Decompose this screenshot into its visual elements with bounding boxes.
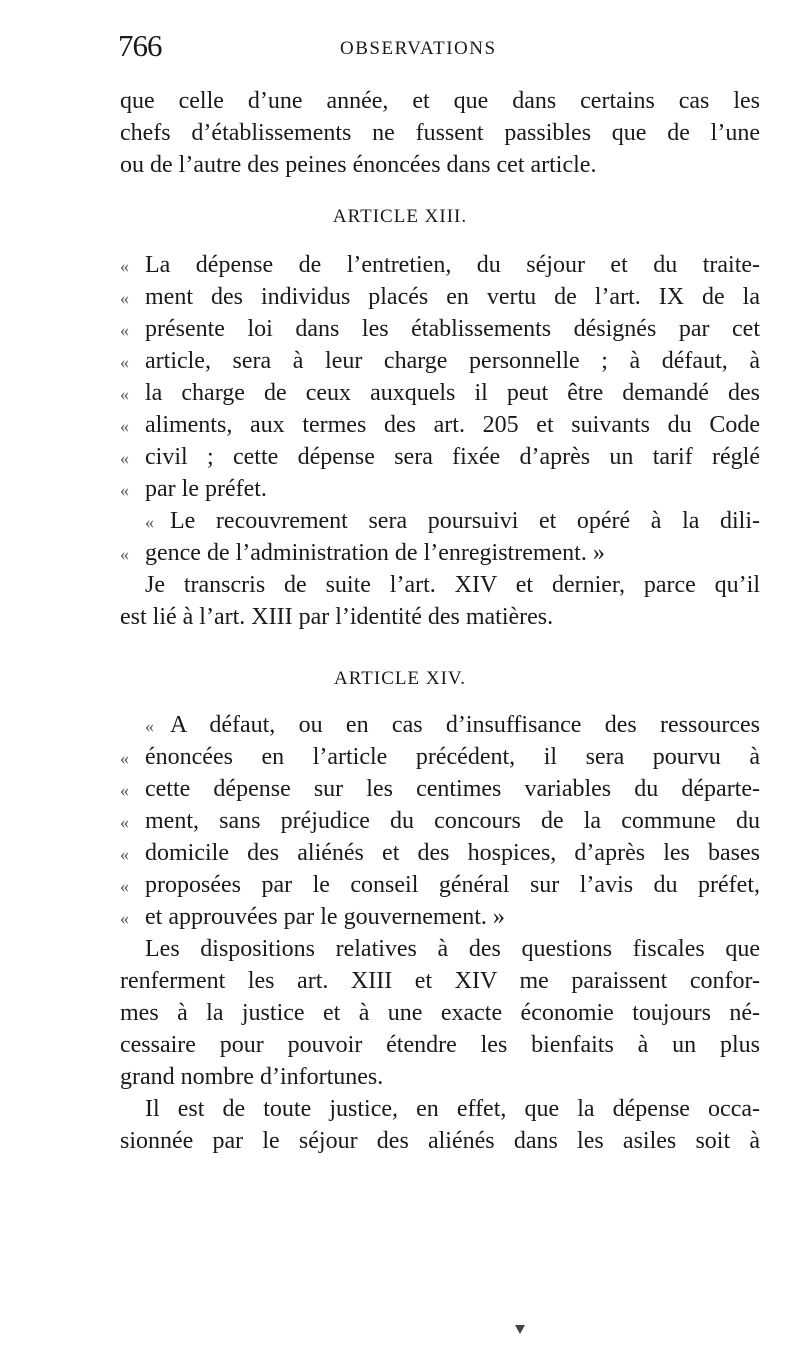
quote-text: A défaut, ou en cas d’insuffisance des ressources — [170, 712, 760, 738]
quote-mark: « — [120, 352, 129, 372]
printer-mark — [515, 1325, 525, 1334]
page-header — [118, 28, 798, 68]
quote-text: présente loi dans les établissements désignés par cet — [145, 316, 760, 342]
text-line: Je transcris de suite l’art. XIV et dernier, parce qu’il — [145, 572, 760, 598]
quote-text: Le recouvrement sera poursuivi et opéré à la dili- — [170, 508, 760, 534]
quote-text: ment, sans préjudice du concours de la commune du — [145, 808, 760, 834]
quote-line — [120, 282, 760, 313]
text-line: Les dispositions relatives à des questions fiscales que — [145, 936, 760, 962]
quote-text: par le préfet. — [145, 476, 267, 502]
quote-text: domicile des aliénés et des hospices, d’après les bases — [145, 840, 760, 866]
text-line: ou de l’autre des peines énoncées dans cet article. — [120, 152, 597, 178]
quote-line — [120, 742, 760, 773]
quote-text: la charge de ceux auxquels il peut être demandé des — [145, 380, 760, 406]
text-line: mes à la justice et à une exacte économie toujours né- — [120, 1000, 760, 1026]
quote-mark: « — [120, 876, 129, 896]
quote-mark: « — [120, 748, 129, 768]
quote-line — [120, 806, 760, 837]
quote-line — [120, 538, 760, 569]
quote-mark: « — [145, 512, 154, 532]
quote-line — [120, 902, 760, 933]
quote-line — [120, 410, 760, 441]
quote-mark: « — [120, 812, 129, 832]
quote-text: cette dépense sur les centimes variables du départe- — [145, 776, 760, 802]
quote-mark: « — [120, 320, 129, 340]
quote-text: article, sera à leur charge personnelle ; à défaut, à — [145, 348, 760, 374]
quote-line — [120, 250, 760, 281]
text-line: renferment les art. XIII et XIV me paraissent confor- — [120, 968, 760, 994]
article-xiii-heading: ARTICLE XIII. — [332, 206, 468, 227]
quote-text: ment des individus placés en vertu de l’art. IX de la — [145, 284, 760, 310]
text-line: cessaire pour pouvoir étendre les bienfaits à un plus — [120, 1032, 760, 1058]
text-line: grand nombre d’infortunes. — [120, 1064, 384, 1090]
quote-line — [120, 442, 760, 473]
quote-mark: « — [120, 384, 129, 404]
quote-line — [120, 346, 760, 377]
quote-text: aliments, aux termes des art. 205 et suivants du Code — [145, 412, 760, 438]
text-line: est lié à l’art. XIII par l’identité des matières. — [120, 604, 554, 630]
quote-mark: « — [145, 716, 154, 736]
quote-text: énoncées en l’article précédent, il sera pourvu à — [145, 744, 760, 770]
text-line: Il est de toute justice, en effet, que la dépense occa- — [145, 1096, 760, 1122]
quote-mark: « — [120, 844, 129, 864]
quote-line — [120, 314, 760, 345]
quote-mark: « — [120, 448, 129, 468]
quote-mark: « — [120, 256, 129, 276]
text-line: chefs d’établissements ne fussent passibles que de l’une — [120, 120, 760, 146]
page-number: 766 — [118, 28, 162, 63]
quote-line — [120, 870, 760, 901]
text-line: que celle d’une année, et que dans certains cas les — [120, 88, 760, 114]
quote-text: gence de l’administration de l’enregistrement. » — [145, 540, 605, 566]
article-xiv-heading: ARTICLE XIV. — [334, 668, 466, 689]
quote-text: La dépense de l’entretien, du séjour et du traite- — [145, 252, 760, 278]
quote-mark: « — [120, 544, 129, 564]
running-head: OBSERVATIONS — [340, 38, 497, 59]
quote-text: et approuvées par le gouvernement. » — [145, 904, 505, 930]
quote-text: civil ; cette dépense sera fixée d’après un tarif réglé — [145, 444, 760, 470]
quote-mark: « — [120, 480, 129, 500]
quote-mark: « — [120, 416, 129, 436]
quote-mark: « — [120, 780, 129, 800]
quote-line — [120, 774, 760, 805]
quote-line — [120, 378, 760, 409]
quote-line — [120, 838, 760, 869]
quote-mark: « — [120, 288, 129, 308]
quote-text: proposées par le conseil général sur l’avis du préfet, — [145, 872, 760, 898]
text-line: sionnée par le séjour des aliénés dans les asiles soit à — [120, 1128, 760, 1154]
quote-mark: « — [120, 908, 129, 928]
quote-line — [145, 710, 760, 741]
quote-line — [120, 474, 760, 505]
quote-line — [145, 506, 760, 537]
